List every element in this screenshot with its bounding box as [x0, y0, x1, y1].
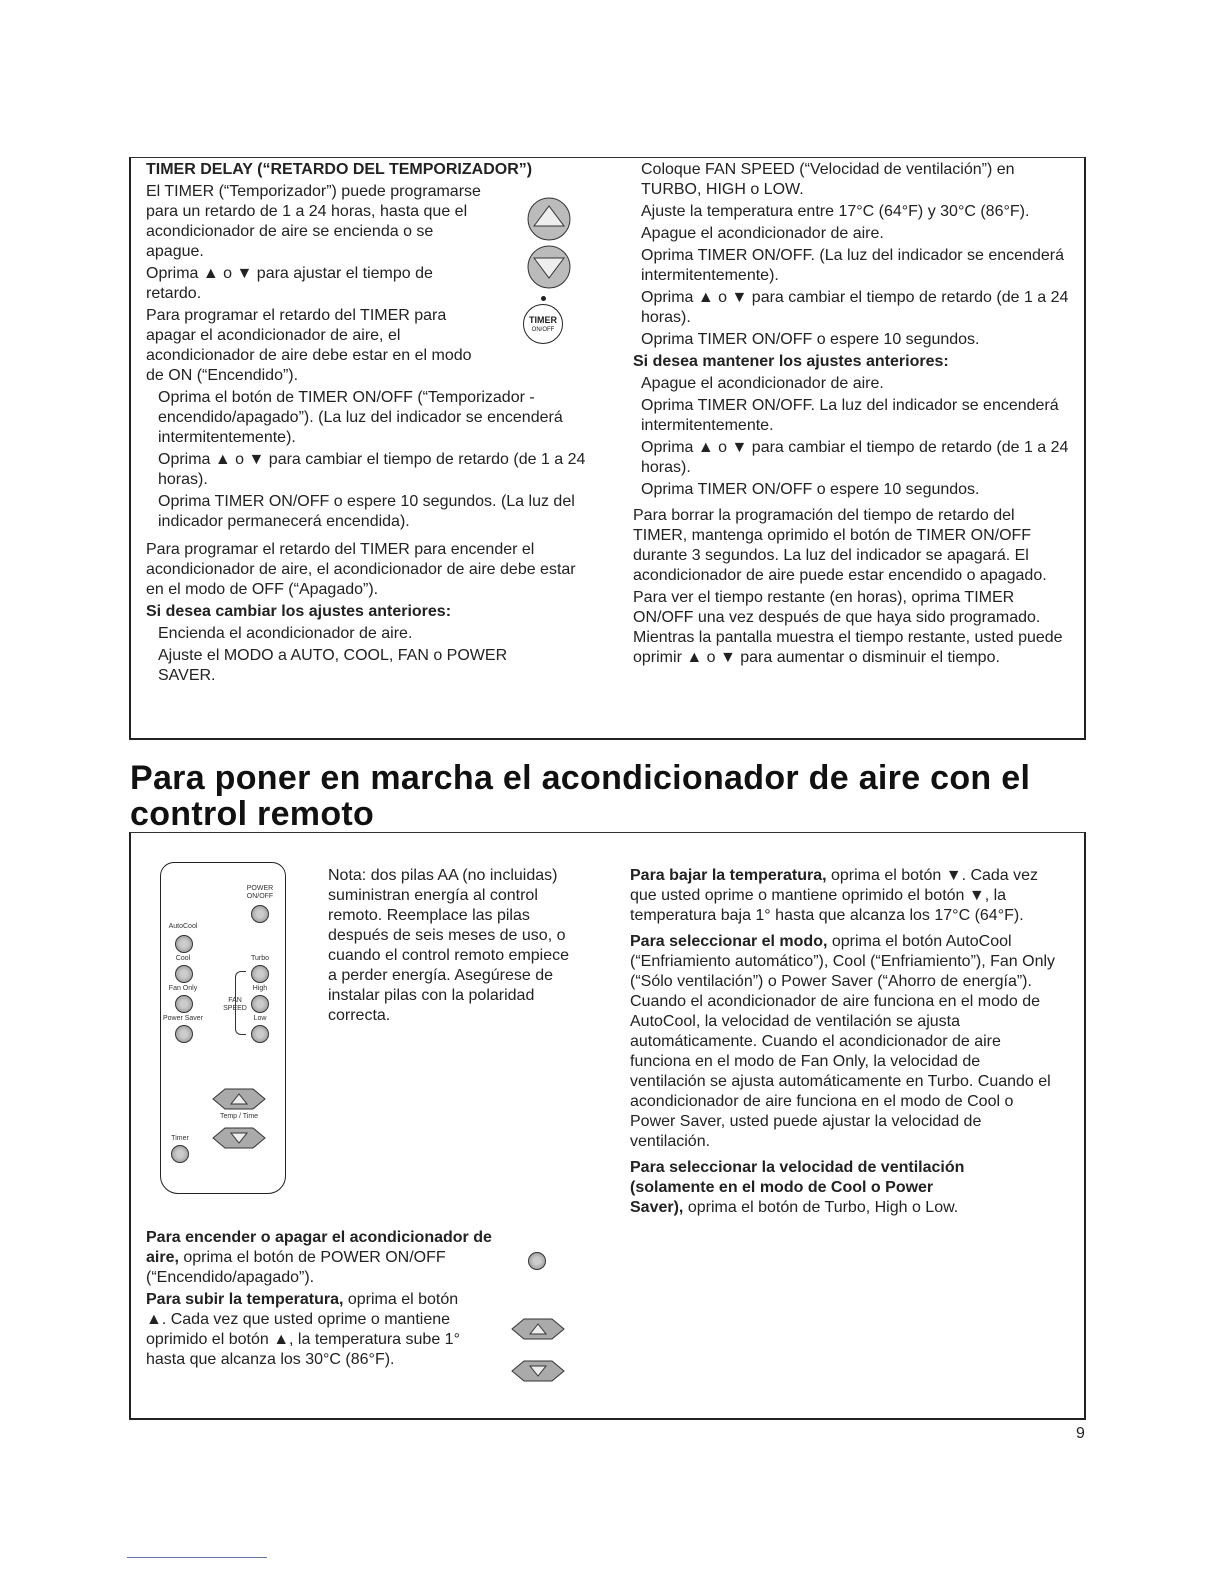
timer-button[interactable]: [171, 1145, 189, 1163]
timer-off-step: Oprima ▲ o ▼ para cambiar el tiempo de retardo (de 1 a 24 horas).: [158, 451, 586, 488]
timer-left-column: [146, 160, 591, 688]
temp-up-button-icon[interactable]: [211, 1088, 267, 1110]
remote-label-timer: Timer: [171, 1135, 189, 1142]
remote-label-high: High: [252, 985, 268, 992]
mode-paragraph: [630, 932, 1060, 1152]
change-step: Oprima TIMER ON/OFF o espere 10 segundos.: [641, 331, 980, 348]
power-text: oprima el botón de POWER ON/OFF (“Encendido/apagado”).: [146, 1249, 446, 1286]
fan-paragraph: [630, 1158, 970, 1218]
timer-on-intro: Para programar el retardo del TIMER para encender el acondicionador de aire, el acondicionador de aire debe estar en el modo de OFF (“Apagado”).: [146, 541, 576, 598]
timer-off-intro: Para programar el retardo del TIMER para apagar el acondicionador de aire, el acondicionador de aire debe estar en el modo de ON (“Encendido”).: [146, 307, 472, 384]
temp-down-icon: [510, 1360, 566, 1382]
low-button[interactable]: [251, 1025, 269, 1043]
remote-label-cool: Cool: [175, 955, 191, 962]
remote-illustration: [160, 862, 286, 1194]
temp-down-bold: Para bajar la temperatura,: [630, 867, 827, 884]
remote-label-temp-time: Temp / Time: [219, 1113, 259, 1120]
timer-icon-label: TIMER: [529, 315, 557, 325]
change-step: Ajuste la temperatura entre 17°C (64°F) y 30°C (86°F).: [641, 203, 1030, 220]
change-step: Ajuste el MODO a AUTO, COOL, FAN o POWER SAVER.: [158, 647, 508, 684]
timer-off-step: Oprima el botón de TIMER ON/OFF (“Temporizador - encendido/apagado”). (La luz del indicador se encenderá intermitentemente).: [158, 389, 563, 446]
remote-label-power-saver: Power Saver: [162, 1015, 204, 1022]
remote-label-autocool: AutoCool: [168, 923, 198, 930]
change-step: Apague el acondicionador de aire.: [641, 225, 884, 242]
remote-label-fan-only: Fan Only: [168, 985, 198, 992]
remaining-paragraph: Para ver el tiempo restante (en horas), oprima TIMER ON/OFF una vez después de que haya sido programado. Mientras la pantalla muestra el tiempo restante, usted puede oprimir ▲ o ▼ para aumentar o disminuir el tiempo.: [633, 589, 1063, 666]
keep-step: Oprima TIMER ON/OFF. La luz del indicador se encenderá intermitentemente.: [641, 397, 1059, 434]
high-button[interactable]: [251, 995, 269, 1013]
timer-icon-sublabel: ON/OFF: [531, 327, 555, 333]
timer-off-step: Oprima TIMER ON/OFF o espere 10 segundos. (La luz del indicador permanecerá encendida).: [158, 493, 575, 530]
temp-down-text: oprima el botón ▼. Cada vez que usted oprime o mantiene oprimido el botón ▼, la temperatura baja 1° hasta que alcanza los 17°C (64°F).: [630, 867, 1039, 924]
temp-up-text: oprima el botón ▲. Cada vez que usted oprime o mantiene oprimido el botón ▲, la temperatura sube 1° hasta que alcanza los 30°C (86°F).: [146, 1291, 460, 1368]
remote-right-column: [630, 866, 1060, 1220]
temp-down-button-icon[interactable]: [211, 1127, 267, 1149]
keep-step: Oprima ▲ o ▼ para cambiar el tiempo de retardo (de 1 a 24 horas).: [641, 439, 1069, 476]
remote-label-turbo: Turbo: [250, 955, 270, 962]
timer-right-column: [633, 160, 1071, 670]
change-step: Oprima TIMER ON/OFF. (La luz del indicador se encenderá intermitentemente).: [641, 247, 1064, 284]
autocool-button[interactable]: [175, 935, 193, 953]
fan-bold: Para seleccionar la velocidad de ventilación (solamente en el modo de Cool o Power Saver),: [630, 1159, 965, 1216]
section-title: Para poner en marcha el acondicionador de aire con el control remoto: [130, 759, 1031, 833]
remote-label-fan-speed: FAN SPEED: [223, 997, 247, 1012]
keep-step: Apague el acondicionador de aire.: [641, 375, 884, 392]
timer-onoff-button-icon: [520, 296, 566, 352]
turbo-button[interactable]: [251, 965, 269, 983]
change-step: Encienda el acondicionador de aire.: [158, 625, 413, 642]
keep-step: Oprima TIMER ON/OFF o espere 10 segundos.: [641, 481, 980, 498]
power-paragraph: [146, 1228, 516, 1288]
page-number: 9: [1076, 1425, 1085, 1442]
temp-down-paragraph: [630, 866, 1060, 926]
power-button[interactable]: [251, 905, 269, 923]
temp-up-icon: [510, 1318, 566, 1340]
fan-text: oprima el botón de Turbo, High o Low.: [683, 1199, 959, 1216]
up-arrow-button-icon: [526, 196, 572, 242]
fan-only-button[interactable]: [175, 995, 193, 1013]
mode-text: oprima el botón AutoCool (“Enfriamiento automático”), Cool (“Enfriamiento”), Fan Only (“Sólo ventilación”) o Power Saver (“Ahorro de energía”). Cuando el acondicionador de aire funciona en el modo de AutoCool, la velocidad de ventilación se ajusta automáticamente. Cuando el acondicionador de aire funciona en el modo de Fan Only, la velocidad de ventilación se ajusta automáticamente en Turbo. Cuando el acondicionador de aire funciona en el modo de Cool o Power Saver, usted puede ajustar la velocidad de ventilación.: [630, 933, 1056, 1150]
cool-button[interactable]: [175, 965, 193, 983]
keep-heading: Si desea mantener los ajustes anteriores:: [633, 353, 949, 370]
timer-adjust: Oprima ▲ o ▼ para ajustar el tiempo de retardo.: [146, 265, 433, 302]
change-step: Coloque FAN SPEED (“Velocidad de ventilación”) en TURBO, HIGH o LOW.: [641, 161, 1015, 198]
clear-paragraph: Para borrar la programación del tiempo de retardo del TIMER, mantenga oprimido el botón de TIMER ON/OFF durante 3 segundos. La luz del indicador se apagará. El acondicionador de aire puede estar encendido o apagado.: [633, 507, 1047, 584]
change-heading: Si desea cambiar los ajustes anteriores:: [146, 603, 452, 620]
footer-rule: [127, 1557, 267, 1558]
power-button-icon: [528, 1252, 546, 1270]
remote-label-low: Low: [253, 1015, 267, 1022]
timer-intro: El TIMER (“Temporizador”) puede programarse para un retardo de 1 a 24 horas, hasta que el acondicionador de aire se encienda o se apague.: [146, 183, 481, 260]
temp-up-paragraph: [146, 1290, 476, 1370]
change-step: Oprima ▲ o ▼ para cambiar el tiempo de retardo (de 1 a 24 horas).: [641, 289, 1069, 326]
power-bold: Para encender o apagar el acondicionador de aire,: [146, 1229, 492, 1266]
remote-label-power: POWER ON/OFF: [246, 885, 274, 900]
down-arrow-button-icon: [526, 244, 572, 290]
timer-heading: TIMER DELAY (“RETARDO DEL TEMPORIZADOR”): [146, 161, 533, 178]
power-saver-button[interactable]: [175, 1025, 193, 1043]
battery-note: Nota: dos pilas AA (no incluidas) suministran energía al control remoto. Reemplace las pilas después de seis meses de uso, o cuando el control remoto empiece a perder energía. Asegúrese de instalar pilas con la polaridad correcta.: [328, 867, 570, 1024]
mode-bold: Para seleccionar el modo,: [630, 933, 828, 950]
remote-left-lower: [146, 1228, 516, 1372]
temp-up-bold: Para subir la temperatura,: [146, 1291, 344, 1308]
